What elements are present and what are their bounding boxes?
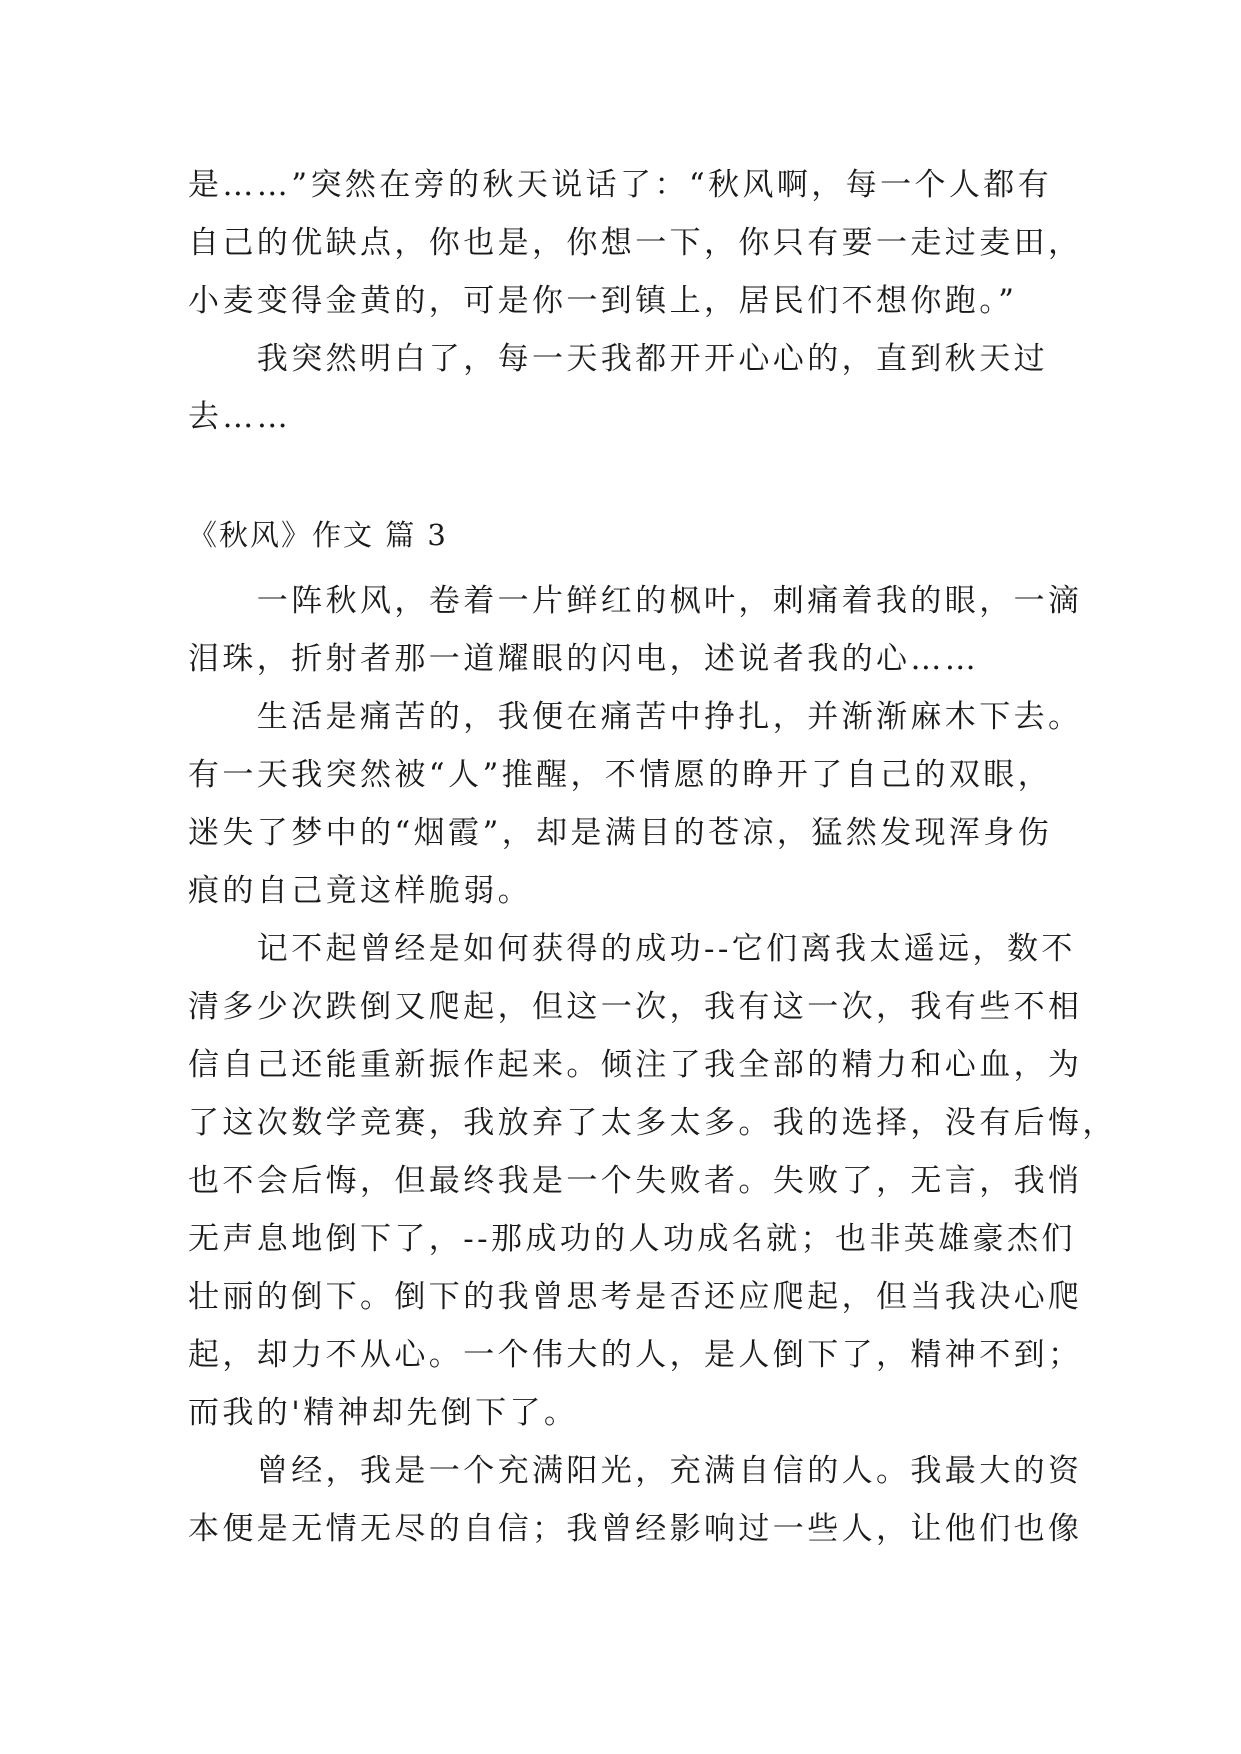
text-line: 泪珠，折射者那一道耀眼的闪电，述说者我的心…… — [188, 641, 980, 677]
text-line: 是……”突然在旁的秋天说话了：“秋风啊，每一个人都有 — [188, 167, 1053, 203]
text-block-2 — [188, 572, 1117, 1558]
text-line: 而我的'精神却先倒下了。 — [188, 1395, 579, 1431]
text-line: 起，却力不从心。一个伟大的人，是人倒下了，精神不到； — [188, 1337, 1083, 1373]
text-line: 曾经，我是一个充满阳光，充满自信的人。我最大的资 — [188, 1453, 1083, 1489]
text-line: 清多少次跌倒又爬起，但这一次，我有这一次，我有些不相 — [188, 989, 1083, 1025]
text-line: 自己的优缺点，你也是，你想一下，你只有要一走过麦田， — [188, 225, 1083, 261]
text-line: 壮丽的倒下。倒下的我曾思考是否还应爬起，但当我决心爬 — [188, 1279, 1083, 1315]
text-line: 迷失了梦中的“烟霞”，却是满目的苍凉，猛然发现浑身伤 — [188, 815, 1053, 851]
text-line: 信自己还能重新振作起来。倾注了我全部的精力和心血，为 — [188, 1047, 1083, 1083]
text-line: 痕的自己竟这样脆弱。 — [188, 873, 532, 909]
text-line: 一阵秋风，卷着一片鲜红的枫叶，刺痛着我的眼，一滴 — [188, 583, 1083, 619]
text-line: 本便是无情无尽的自信；我曾经影响过一些人，让他们也像 — [188, 1511, 1083, 1547]
text-block-1 — [188, 156, 1083, 446]
text-line: 小麦变得金黄的，可是你一到镇上，居民们不想你跑。” — [188, 283, 1018, 319]
text-line: 了这次数学竞赛，我放弃了太多太多。我的选择，没有后悔， — [188, 1105, 1117, 1141]
text-line: 有一天我突然被“人”推醒，不情愿的睁开了自己的双眼， — [188, 757, 1053, 793]
text-line: 记不起曾经是如何获得的成功--它们离我太遥远，数不 — [188, 931, 1076, 967]
text-line: 无声息地倒下了，--那成功的人功成名就；也非英雄豪杰们 — [188, 1221, 1076, 1257]
text-line: 也不会后悔，但最终我是一个失败者。失败了，无言，我悄 — [188, 1163, 1083, 1199]
section-heading: 《秋风》作文 篇 3 — [188, 518, 448, 552]
text-line: 生活是痛苦的，我便在痛苦中挣扎，并渐渐麻木下去。 — [188, 699, 1083, 735]
text-line: 去…… — [188, 399, 292, 435]
text-line: 我突然明白了，每一天我都开开心心的，直到秋天过 — [188, 341, 1048, 377]
